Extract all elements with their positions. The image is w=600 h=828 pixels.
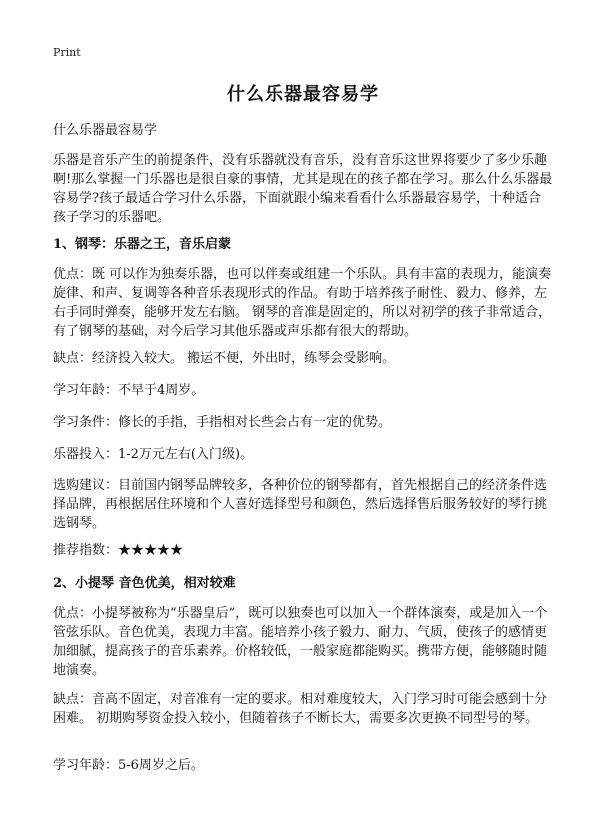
violin-age: 学习年龄：5-6周岁之后。 [53, 758, 204, 773]
print-link[interactable]: Print [53, 46, 81, 59]
section-heading-piano: 1、钢琴：乐器之王，音乐启蒙 [53, 237, 232, 252]
piano-pros: 优点：既 可以作为独奏乐器，也可以伴奏或组建一个乐队。具有丰富的表现力，能演奏旋律、和声、复调等各种音乐表现形式的作品。有助于培养孩子耐性、毅力、修养，左 右手同时弹奏，能够开发左右脑。 钢琴的音准是固定的，所以对初学的孩子非常适合，有了钢琴的基础，对今后学习其他乐器或声乐都有很大的帮助。 [53, 267, 552, 339]
piano-condition: 学习条件：修长的手指，手指相对长些会占有一定的优势。 [53, 415, 392, 430]
piano-cons: 缺点：经济投入较大。 搬运不便，外出时，练琴会受影响。 [53, 351, 396, 366]
piano-cost: 乐器投入：1-2万元左右(入门级)。 [53, 447, 254, 462]
violin-cons: 缺点：音高不固定，对音准有一定的要求。相对难度较大，入门学习时可能会感到十分困难。 初期购琴资金投入较小，但随着孩子不断长大，需要多次更换不同型号的琴。 [53, 692, 548, 726]
section-heading-violin: 2、小提琴 音色优美，相对较难 [53, 576, 236, 591]
piano-rating: 推荐指数：★★★★★ [53, 543, 184, 558]
article-subtitle: 什么乐器最容易学 [53, 123, 158, 138]
intro-paragraph: 乐器是音乐产生的前提条件，没有乐器就没有音乐，没有音乐这世界将要少了多少乐趣啊!那么掌握一门乐器也是很自豪的事情，尤其是现在的孩子都在学习。那么什么乐器最容易学?孩子最适合学习什么乐器，下面就跟小编来看看什么乐器最容易学，十种适合孩子学习的乐器吧。 [53, 153, 553, 225]
violin-pros: 优点：小提琴被称为“乐器皇后”，既可以独奏也可以加入一个群体演奏，或是加入一个管弦乐队。音色优美，表现力丰富。能培养小孩子毅力、耐力、气质，使孩子的感情更加细腻，提高孩子的音乐素养。价格较低，一般家庭都能购买。携带方便，能够随时随地演奏。 [53, 606, 548, 678]
page-title: 什么乐器最容易学 [227, 84, 379, 105]
piano-age: 学习年龄：不早于4周岁。 [53, 383, 205, 398]
piano-advice: 选购建议：目前国内钢琴品牌较多，各种价位的钢琴都有，首先根据自己的经济条件选择品牌，再根据居住环境和个人喜好选择型号和颜色，然后选择售后服务较好的琴行挑选钢琴。 [53, 478, 548, 531]
